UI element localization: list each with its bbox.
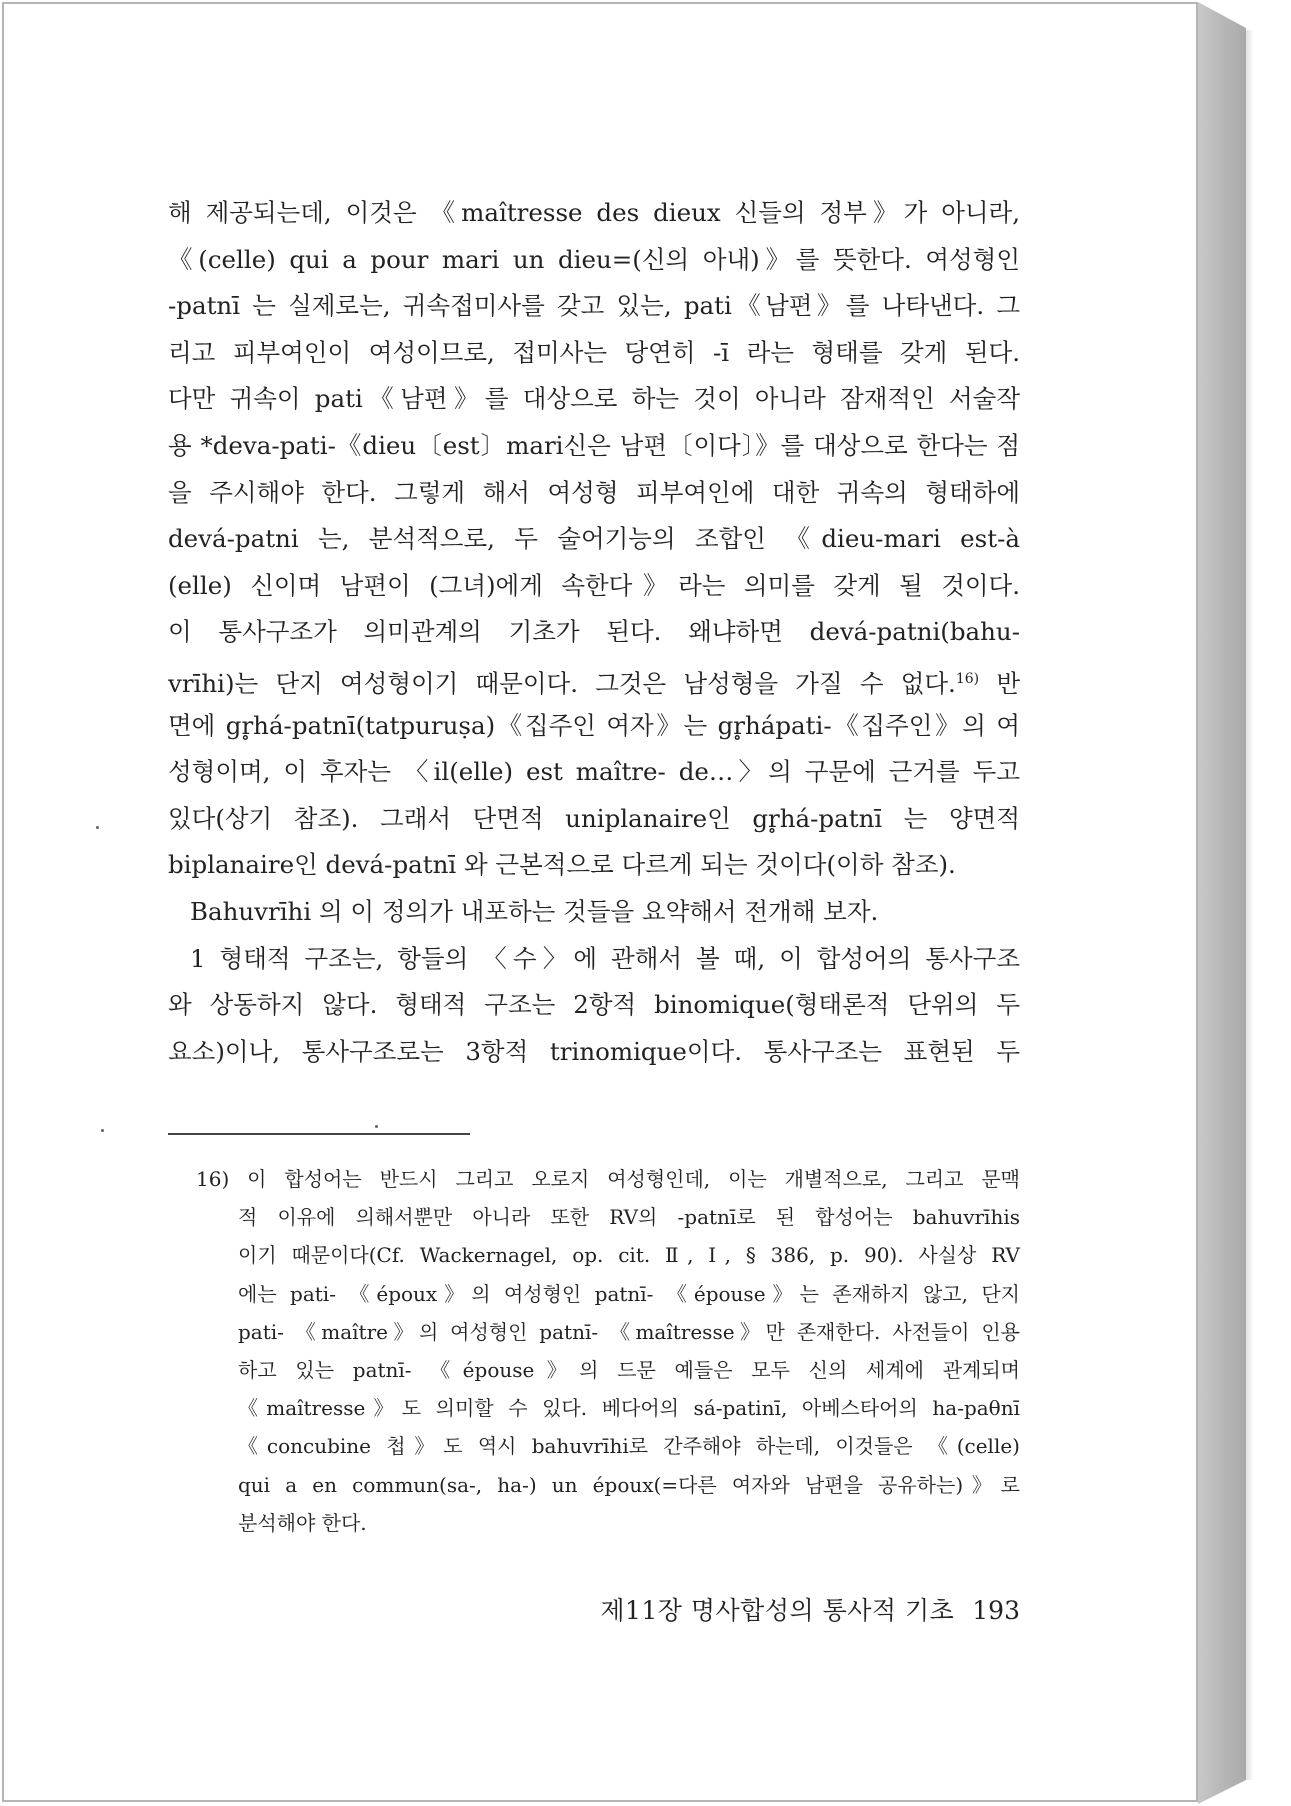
footnote-line: 《maîtresse》도 의미할 수 있다. 베다어의 sá-patinī, 아베스타어의 ha-paθnī [238,1396,1020,1421]
body-line: 와 상동하지 않다. 형태적 구조는 2항적 binomique(형태론적 단위의 두 [168,990,1020,1020]
page-stack-edge [1198,0,1246,1806]
page-shadow [1246,30,1254,1780]
footnote-block [196,1160,1020,1542]
scan-speck [96,826,99,829]
body-line: devá-patni 는, 분석적으로, 두 술어기능의 조합인 《dieu-mari est-à [168,524,1020,554]
body-line: 용 *deva-pati-《dieu〔est〕mari신은 남편〔이다〕》를 대상으로 한다는 점 [168,430,1020,460]
scan-speck [101,1129,104,1132]
body-line-tail: 반 [996,669,1020,699]
body-line: 이 통사구조가 의미관계의 기초가 된다. 왜냐하면 devá-patni(bahu- [168,617,1020,647]
footnote-line: 16) 이 합성어는 반드시 그리고 오로지 여성형인데, 이는 개별적으로, 그리고 문맥 [196,1167,1020,1191]
body-line: -patnī 는 실제로는, 귀속접미사를 갖고 있는, pati《남편》를 나타낸다. 그 [168,291,1020,321]
body-line: biplanaire인 devá-patnī 와 근본적으로 다르게 되는 것이다(이하 참조). [168,850,956,880]
body-line-text: vrīhi)는 단지 여성형이기 때문이다. 그것은 남성형을 가질 수 없다. [168,669,956,699]
footnote-line: 분석해야 한다. [238,1510,367,1535]
body-line: 면에 gr̥há-patnī(tatpuruṣa)《집주인 여자》는 gr̥hápati-《집주인》의 여 [168,710,1020,740]
page-number: 193 [972,1596,1020,1625]
footnote-line: 이기 때문이다(Cf. Wackernagel, op. cit. Ⅱ, Ⅰ, § 386, p. 90). 사실상 RV [238,1243,1020,1268]
running-footer [540,1591,1020,1627]
chapter-title: 제11장 명사합성의 통사적 기초 [600,1596,955,1625]
body-line: 리고 피부여인이 여성이므로, 접미사는 당연히 -ī 라는 형태를 갖게 된다. [168,337,1020,367]
footnote-line: 에는 pati- 《époux》의 여성형인 patnī- 《épouse》는 존재하지 않고, 단지 [238,1281,1020,1306]
body-line: (elle) 신이며 남편이 (그녀)에게 속한다》라는 의미를 갖게 될 것이다. [168,570,1020,600]
body-line: 다만 귀속이 pati《남편》를 대상으로 하는 것이 아니라 잠재적인 서술작 [168,384,1020,414]
body-line: 을 주시해야 한다. 그렇게 해서 여성형 피부여인에 대한 귀속의 형태하에 [168,477,1020,507]
body-line-with-footnote-ref [168,656,1020,703]
body-line: 있다(상기 참조). 그래서 단면적 uniplanaire인 gr̥há-patnī 는 양면적 [168,803,1020,833]
body-text [168,190,1020,1075]
footnote-divider [168,1133,470,1135]
body-line: 1 형태적 구조는, 항들의 〈수〉에 관해서 볼 때, 이 합성어의 통사구조 [190,943,1020,973]
body-line: Bahuvrīhi 의 이 정의가 내포하는 것들을 요약해서 전개해 보자. [190,896,879,926]
scan-speck [375,1125,378,1128]
body-line: 《(celle) qui a pour mari un dieu=(신의 아내)》를 뜻한다. 여성형인 [168,244,1020,274]
body-line: 성형이며, 이 후자는 〈il(elle) est maître- de…〉의 구문에 근거를 두고 [168,757,1020,787]
footnote-line: 적 이유에 의해서뿐만 아니라 또한 RV의 -patnī로 된 합성어는 bahuvrīhis [238,1205,1020,1230]
footnote-reference: 16) [955,670,980,687]
body-line: 요소)이나, 통사구조로는 3항적 trinomique이다. 통사구조는 표현된 두 [168,1036,1020,1066]
body-line: 해 제공되는데, 이것은 《maîtresse des dieux 신들의 정부》가 아니라, [168,198,1020,227]
footnote-line: 《concubine 첩》도 역시 bahuvrīhi로 간주해야 하는데, 이것들은 《(celle) [238,1434,1020,1459]
footnote-line: qui a en commun(sa-, ha-) un époux(=다른 여자와 남편을 공유하는)》로 [238,1472,1020,1497]
footnote-line: pati- 《maître》의 여성형인 patnī- 《maîtresse》만 존재한다. 사전들이 인용 [238,1319,1020,1344]
footnote-line: 하고 있는 patnī- 《épouse》의 드문 예들은 모두 신의 세계에 관계되며 [238,1357,1020,1382]
